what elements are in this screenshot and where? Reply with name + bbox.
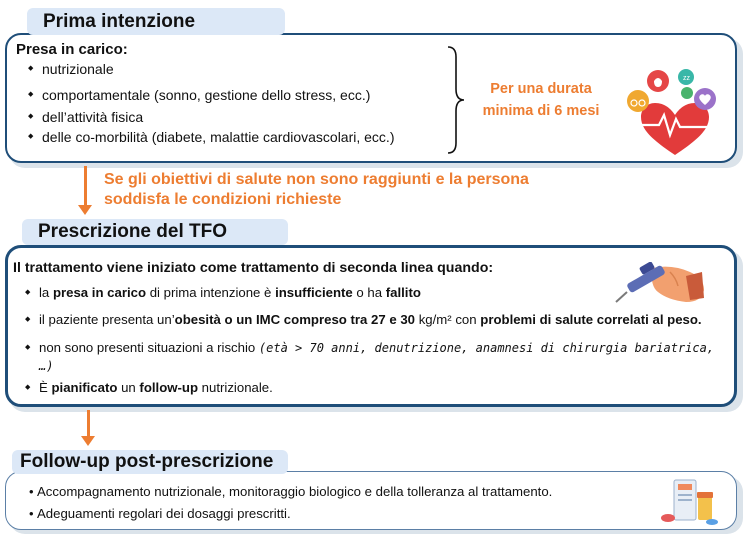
flow-arrow-head — [78, 205, 92, 215]
injection-pen-icon — [612, 262, 708, 306]
list-item: ◆ dell’attività fisica — [28, 109, 448, 125]
list-item: ◆ nutrizionale — [28, 61, 448, 77]
flow-arrow — [84, 166, 87, 206]
list-item: • Adeguamenti regolari dei dosaggi prescritti. — [29, 504, 649, 524]
follow-up-list — [29, 482, 649, 524]
brace-icon — [444, 45, 466, 155]
flow-arrow-head — [81, 436, 95, 446]
list-item: ◆ non sono presenti situazioni a rischio (età > 70 anni, denutrizione, anamnesi di chirurgia bariatrica, …) — [25, 339, 725, 375]
list-item: ◆ È pianificato un follow-up nutrizionale. — [25, 379, 725, 397]
svg-text:zz: zz — [683, 75, 690, 82]
medication-icon — [660, 478, 720, 526]
first-line-title: Prima intenzione — [27, 8, 285, 35]
first-line-list — [28, 61, 448, 145]
follow-up-title: Follow-up post-prescrizione — [12, 450, 288, 474]
list-item: ◆ la presa in carico di prima intenzione è insufficiente o ha fallito — [25, 284, 725, 302]
list-item: ◆ delle co-morbilità (diabete, malattie cardiovascolari, ecc.) — [28, 129, 448, 145]
duration-text: Per una durata minima di 6 mesi — [482, 81, 600, 119]
list-item: ◆ il paziente presenta un’obesità o un IMC compreso tra 27 e 30 kg/m² con problemi di salute correlati al peso. — [25, 311, 725, 329]
first-line-heading: Presa in carico: — [16, 41, 128, 58]
transition-condition: Se gli obiettivi di salute non sono raggiunti e la persona soddisfa le condizioni richieste — [104, 171, 529, 208]
prescription-title: Prescrizione del TFO — [22, 219, 288, 245]
list-item: ◆ comportamentale (sonno, gestione dello stress, ecc.) — [28, 87, 448, 103]
list-item: • Accompagnamento nutrizionale, monitoraggio biologico e della tolleranza al trattamento. — [29, 482, 649, 502]
flow-arrow — [87, 410, 90, 437]
health-heart-icon — [625, 69, 725, 159]
prescription-heading: Il trattamento viene iniziato come trattamento di seconda linea quando: — [13, 260, 494, 276]
